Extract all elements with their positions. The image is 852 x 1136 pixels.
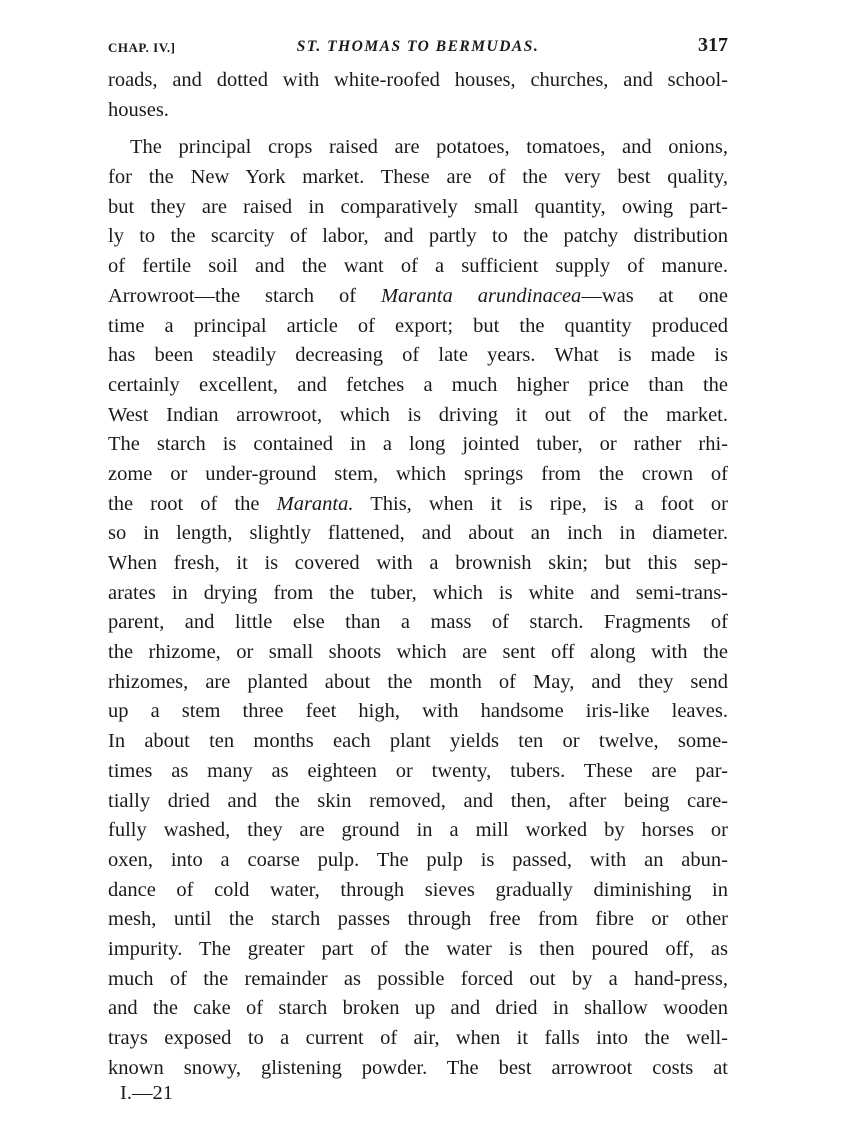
italic-species-name: Maranta arundinacea [380,284,582,307]
page-number: 317 [698,34,728,56]
text-line: times as many as eighteen or twenty, tubers. These are par- [108,759,728,782]
text-line [108,282,728,312]
running-header [108,30,728,66]
text-run: the root of the [108,492,277,515]
text-line: arates in drying from the tuber, which is white and semi-trans- [108,581,728,604]
text-run: Arrowroot—the starch of [108,284,381,307]
text-line: The starch is contained in a long jointed tuber, or rather rhi- [108,433,728,456]
text-run: This, when it is ripe, is a foot or [353,492,728,515]
text-line: tially dried and the skin removed, and then, after being care- [108,789,728,812]
text-line: and the cake of starch broken up and dried in shallow wooden [108,997,728,1020]
signature-mark: I.—21 [120,1082,173,1104]
text-line: oxen, into a coarse pulp. The pulp is passed, with an abun- [108,848,728,871]
text-line: ly to the scarcity of labor, and partly to the patchy distribution [108,225,728,248]
text-line: known snowy, glistening powder. The best arrowroot costs at [108,1056,728,1079]
text-line: When fresh, it is covered with a brownish skin; but this sep- [108,552,728,574]
text-line: time a principal article of export; but the quantity produced [108,314,728,337]
text-line: the rhizome, or small shoots which are sent off along with the [108,641,728,664]
text-line: but they are raised in comparatively small quantity, owing part- [108,195,728,218]
italic-genus-name: Maranta. [276,492,354,515]
text-line: rhizomes, are planted about the month of May, and they send [108,670,728,693]
paragraph-arrowroot [108,133,728,1083]
text-line: trays exposed to a current of air, when it falls into the well- [108,1027,728,1049]
running-title: ST. THOMAS TO BERMUDAS. [296,38,540,55]
text-run: —was at one [581,284,728,307]
text-line: mesh, until the starch passes through free from fibre or other [108,908,728,931]
text-line: roads, and dotted with white-roofed houses, churches, and school- [108,69,728,91]
text-line: dance of cold water, through sieves gradually diminishing in [108,878,728,901]
text-line: parent, and little else than a mass of starch. Fragments of [108,611,728,634]
text-line: has been steadily decreasing of late years. What is made is [108,344,728,367]
text-line: much of the remainder as possible forced out by a hand-press, [108,967,728,990]
text-line: West Indian arrowroot, which is driving it out of the market. [108,403,728,426]
text-line: zome or under-ground stem, which springs from the crown of [108,462,728,485]
text-line: impurity. The greater part of the water is then poured off, as [108,937,728,960]
book-page [108,30,728,1083]
chapter-label: CHAP. IV.] [108,40,176,55]
text-line: certainly excellent, and fetches a much higher price than the [108,373,728,396]
text-line: for the New York market. These are of the very best quality, [108,166,728,189]
text-line: The principal crops raised are potatoes, tomatoes, and onions, [130,136,728,159]
text-line: up a stem three feet high, with handsome iris-like leaves. [108,700,728,723]
text-line [108,490,728,520]
text-line: of fertile soil and the want of a sufficient supply of manure. [108,255,728,278]
text-line: In about ten months each plant yields ten or twelve, some- [108,730,728,753]
text-line: houses. [108,98,169,121]
text-line: fully washed, they are ground in a mill worked by horses or [108,819,728,842]
text-line: so in length, slightly flattened, and about an inch in diameter. [108,522,728,545]
paragraph-continued [108,66,728,125]
